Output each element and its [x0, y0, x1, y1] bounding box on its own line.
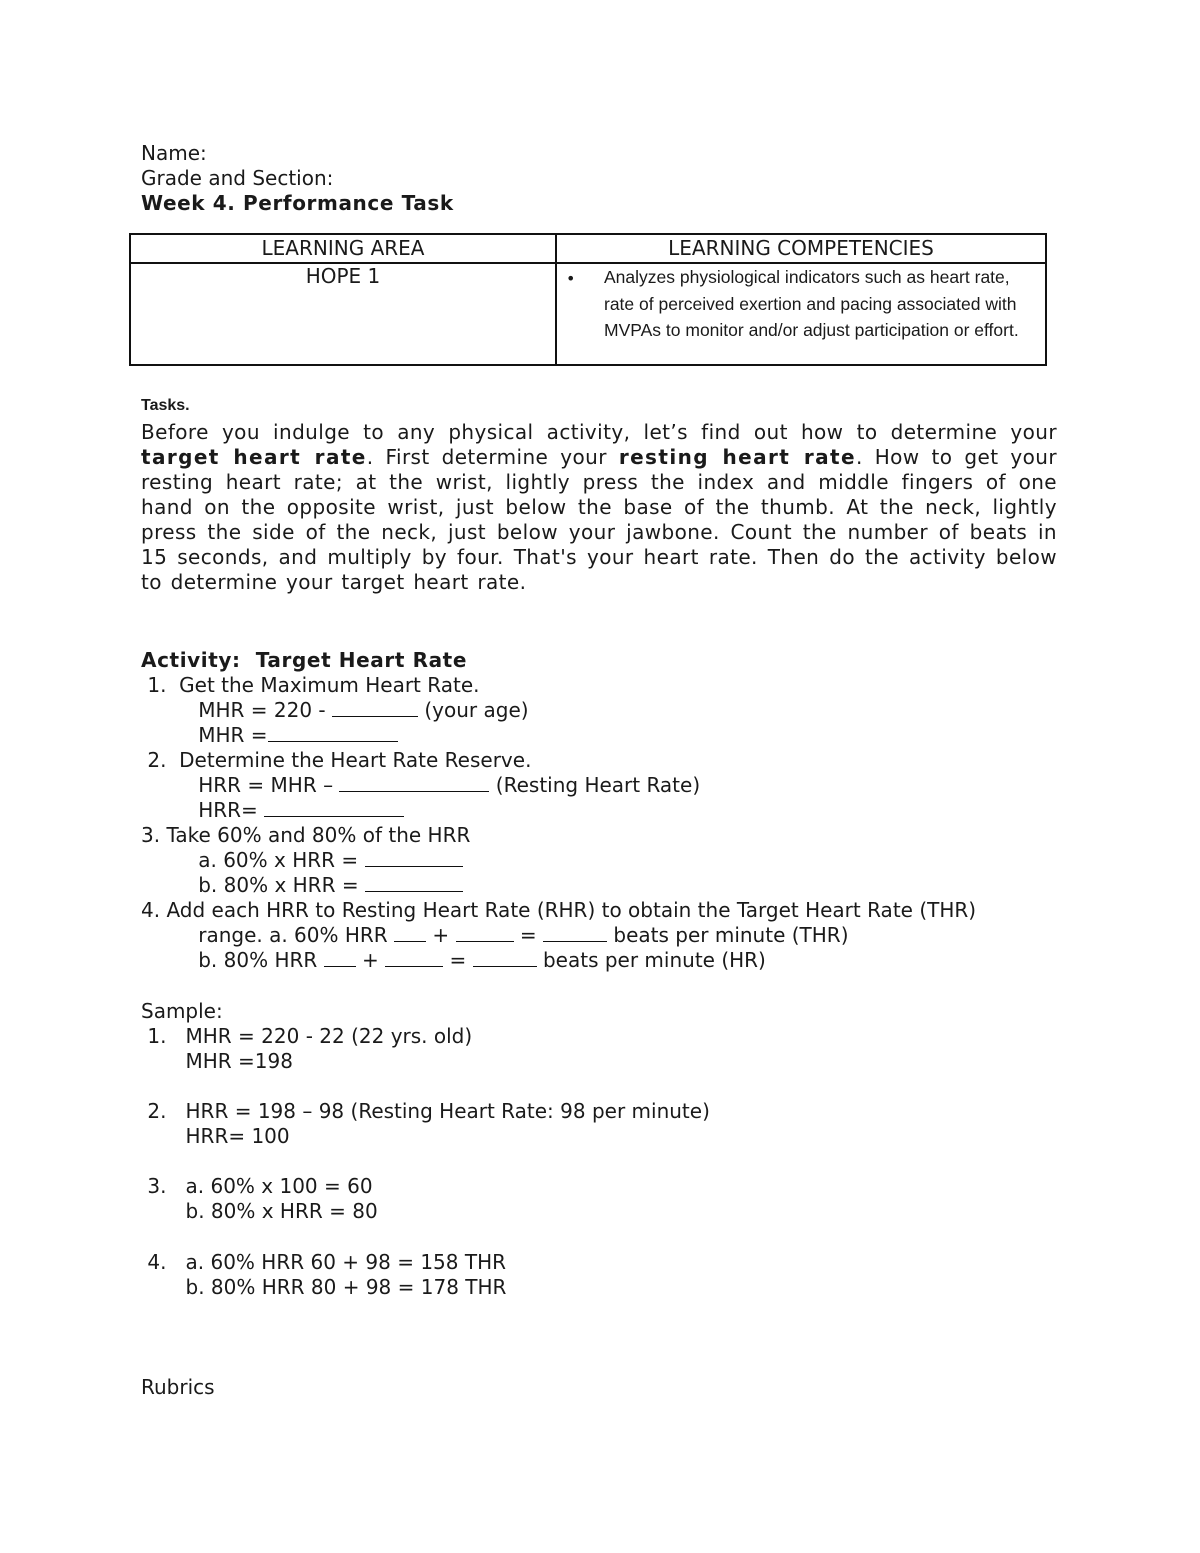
hrr-formula — [141, 773, 700, 798]
hrr-result-text: HRR= — [141, 798, 265, 822]
competency-cell — [556, 263, 1046, 365]
resting-heart-rate-bold: resting heart rate — [618, 445, 856, 469]
hrr-formula-suffix: (Resting Heart Rate) — [489, 773, 701, 797]
tasks-label: Tasks. — [141, 397, 190, 414]
tasks-text-3: . How to get your resting heart rate; at the wrist, lightly press the index and middle fingers of one hand on the opposite wrist, just below the base of the thumb. At the neck, lightly press the side of the neck, just below your jawbone. Count the number of beats in 15 seconds, and multiply by four. That's your heart rate. Then do the activity below to determine your target heart rate. — [141, 445, 1057, 594]
step-4b-suffix: beats per minute (HR) — [536, 948, 766, 972]
mhr-formula-suffix: (your age) — [418, 698, 529, 722]
name-label: Name: — [141, 141, 207, 165]
step-3a-text: a. 60% x HRR = — [141, 848, 365, 872]
sample-label: Sample: — [141, 999, 223, 1023]
learning-area-header: LEARNING AREA — [130, 234, 556, 263]
step-4a-text: range. a. 60% HRR — [141, 923, 395, 947]
step-4b-blank-2 — [385, 948, 443, 967]
step-3a — [141, 848, 463, 873]
learning-competencies-header: LEARNING COMPETENCIES — [556, 234, 1046, 263]
step-4b — [141, 948, 766, 973]
sample-3b: b. 80% x HRR = 80 — [141, 1199, 378, 1223]
mhr-formula-text: MHR = 220 - — [141, 698, 332, 722]
mhr-result-text: MHR = — [141, 723, 268, 747]
step-4b-text: b. 80% HRR — [141, 948, 324, 972]
hrr-blank — [264, 798, 404, 817]
tasks-text-1: Before you indulge to any physical activity, let’s find out how to determine your — [141, 420, 1057, 444]
step-3a-blank — [365, 848, 463, 867]
equals-sign: = — [513, 923, 544, 947]
mhr-blank — [268, 723, 398, 742]
step-4a — [141, 923, 849, 948]
activity-step-3: 3. Take 60% and 80% of the HRR — [141, 823, 471, 847]
rubrics-heading: Rubrics — [141, 1375, 215, 1399]
equals-sign: = — [443, 948, 473, 972]
hrr-result — [141, 798, 404, 823]
sample-3: 3. a. 60% x 100 = 60 — [141, 1174, 373, 1198]
step-4a-blank-3 — [543, 923, 607, 942]
age-blank — [332, 698, 418, 717]
activity-step-4: 4. Add each HRR to Resting Heart Rate (RHR) to obtain the Target Heart Rate (THR) — [141, 898, 977, 922]
mhr-result — [141, 723, 398, 748]
step-4b-blank-1 — [324, 948, 356, 967]
learning-area-cell: HOPE 1 — [130, 263, 556, 365]
plus-sign: + — [355, 948, 386, 972]
activity-step-1: 1. Get the Maximum Heart Rate. — [141, 673, 480, 697]
sample-4: 4. a. 60% HRR 60 + 98 = 158 THR — [141, 1250, 507, 1274]
step-4a-blank-1 — [394, 923, 426, 942]
step-3b — [141, 873, 463, 898]
bullet-icon: • — [566, 269, 576, 288]
hrr-formula-text: HRR = MHR – — [141, 773, 340, 797]
plus-sign: + — [426, 923, 456, 947]
sample-4b: b. 80% HRR 80 + 98 = 178 THR — [141, 1275, 507, 1299]
step-4a-suffix: beats per minute (THR) — [607, 923, 849, 947]
grade-section-label: Grade and Section: — [141, 166, 334, 190]
header — [141, 141, 1061, 216]
page-title: Week 4. Performance Task — [141, 191, 454, 215]
competency-text: Analyzes physiological indicators such as heart rate, rate of perceived exertion and pacing associated with MVPAs to monitor and/or adjust participation or effort. — [604, 267, 1019, 340]
step-4a-blank-2 — [456, 923, 514, 942]
step-3b-text: b. 80% x HRR = — [141, 873, 365, 897]
rhr-blank — [339, 773, 489, 792]
activity-title: Activity: Target Heart Rate — [141, 648, 467, 672]
tasks-text-2: . First determine your — [366, 445, 619, 469]
learning-table — [129, 233, 1047, 366]
target-heart-rate-bold: target heart rate — [141, 445, 367, 469]
step-3b-blank — [365, 873, 463, 892]
step-4b-blank-3 — [473, 948, 537, 967]
tasks-paragraph — [141, 420, 1057, 595]
sample-2: 2. HRR = 198 – 98 (Resting Heart Rate: 98 per minute) — [141, 1099, 710, 1123]
sample-2b: HRR= 100 — [141, 1124, 290, 1148]
sample-1: 1. MHR = 220 - 22 (22 yrs. old) — [141, 1024, 473, 1048]
activity-step-2: 2. Determine the Heart Rate Reserve. — [141, 748, 532, 772]
mhr-formula — [141, 698, 529, 723]
sample-1b: MHR =198 — [141, 1049, 293, 1073]
